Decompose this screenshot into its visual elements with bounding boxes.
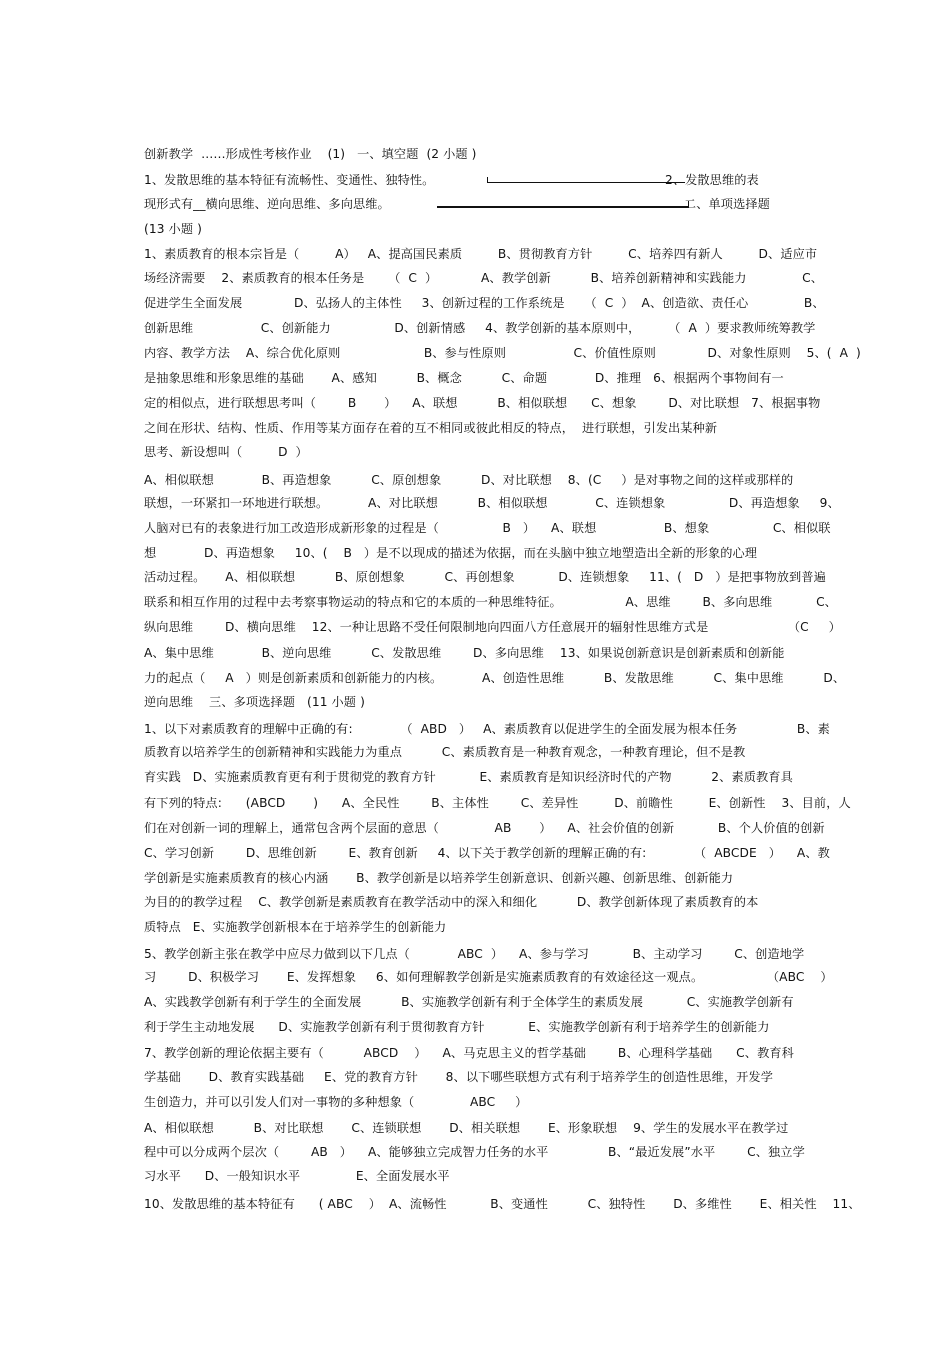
- text-line: 生创造力，并可以引发人们对一事物的多种想象（ ABC ）: [144, 1095, 528, 1109]
- fill-blank-marker-1: [487, 177, 488, 183]
- text-line: 为目的的教学过程 C、教学创新是素质教育在教学活动中的深入和细化 D、教学创新体现了素质教育的本: [144, 895, 759, 909]
- text-line: 促进学生全面发展 D、弘扬人的主体性 3、创新过程的工作系统是 （ C ） A、创造欲、责任心 B、: [144, 296, 825, 310]
- text-line: A、相似联想 B、再造想象 C、原创想象 D、对比联想 8、(C ）是对事物之间的这样或那样的: [144, 473, 794, 487]
- text-line: A、相似联想 B、对比联想 C、连锁联想 D、相关联想 E、形象联想 9、学生的发展水平在教学过: [144, 1121, 789, 1135]
- text-line: 创新教学 ……形成性考核作业 (1) 一、填空题 (2 小题 ): [144, 147, 477, 161]
- text-line: 习水平 D、一般知识水平 E、全面发展水平: [144, 1169, 450, 1183]
- text-line: 内容、教学方法 A、综合优化原则 B、参与性原则 C、价值性原则 D、对象性原则 5、( A ): [144, 346, 861, 360]
- text-line: 1、发散思维的基本特征有流畅性、变通性、独特性。 2、发散思维的表: [144, 173, 759, 187]
- text-line: 学基础 D、教育实践基础 E、党的教育方针 8、以下哪些联想方式有利于培养学生的创造性思维，开发学: [144, 1070, 774, 1084]
- text-line: 现形式有__横向思维、逆向思维、多向思维。 二、单项选择题: [144, 197, 770, 211]
- text-line: 之间在形状、结构、性质、作用等某方面存在着的互不相同或彼此相反的特点， 进行联想，引发出某种新: [144, 421, 718, 435]
- text-line: 有下列的特点: (ABCD ) A、全民性 B、主体性 C、差异性 D、前瞻性 E、创新性 3、目前，人: [144, 796, 851, 810]
- text-line: A、实践教学创新有利于学生的全面发展 B、实施教学创新有利于全体学生的素质发展 C、实施教学创新有: [144, 995, 794, 1009]
- text-line: 育实践 D、实施素质教育更有利于贯彻党的教育方针 E、素质教育是知识经济时代的产物 2、素质教育具: [144, 770, 793, 784]
- text-line: C、学习创新 D、思维创新 E、教育创新 4、以下关于教学创新的理解正确的有: （ ABCDE ） A、教: [144, 846, 830, 860]
- text-line: 是抽象思维和形象思维的基础 A、感知 B、概念 C、命题 D、推理 6、根据两个事物间有一: [144, 371, 784, 385]
- text-line: A、集中思维 B、逆向思维 C、发散思维 D、多向思维 13、如果说创新意识是创新素质和创新能: [144, 646, 785, 660]
- text-line: 定的相似点，进行联想思考叫（ B ） A、联想 B、相似联想 C、想象 D、对比联想 7、根据事物: [144, 396, 821, 410]
- text-line: 质教育以培养学生的创新精神和实践能力为重点 C、素质教育是一种教育观念，一种教育理论，但不是教: [144, 745, 746, 759]
- text-line: 1、以下对素质教育的理解中正确的有: （ ABD ） A、素质教育以促进学生的全面发展为根本任务 B、素: [144, 722, 830, 736]
- text-line: 思考、新设想叫（ D ）: [144, 445, 308, 459]
- text-line: (13 小题 ): [144, 222, 202, 236]
- text-line: 习 D、积极学习 E、发挥想象 6、如何理解教学创新是实施素质教育的有效途径这一观点。 （ABC ）: [144, 970, 833, 984]
- text-line: 学创新是实施素质教育的核心内涵 B、教学创新是以培养学生创新意识、创新兴趣、创新思维、创新能力: [144, 871, 734, 885]
- text-line: 10、发散思维的基本特征有 ( ABC ） A、流畅性 B、变通性 C、独特性 D、多维性 E、相关性 11、: [144, 1197, 861, 1211]
- text-line: 创新思维 C、创新能力 D、创新情感 4、教学创新的基本原则中， （ A ）要求教师统筹教学: [144, 321, 816, 335]
- text-line: 纵向思维 D、横向思维 12、一种让思路不受任何限制地向四面八方任意展开的辐射性思维方式是 （C ）: [144, 620, 841, 634]
- text-line: 7、教学创新的理论依据主要有（ ABCD ） A、马克思主义的哲学基础 B、心理科学基础 C、教育科: [144, 1046, 794, 1060]
- text-line: 想 D、再造想象 10、( B ）是不以现成的描述为依据，而在头脑中独立地塑造出全新的形象的心理: [144, 546, 758, 560]
- text-line: 力的起点（ A ）则是创新素质和创新能力的内核。 A、创造性思维 B、发散思维 C、集中思维 D、: [144, 671, 846, 685]
- fill-blank-marker-2: [688, 201, 689, 208]
- text-line: 1、素质教育的根本宗旨是（ A） A、提高国民素质 B、贯彻教育方针 C、培养四有新人 D、适应市: [144, 247, 818, 261]
- text-line: 联想，一环紧扣一环地进行联想。 A、对比联想 B、相似联想 C、连锁想象 D、再造想象 9、: [144, 496, 840, 510]
- text-line: 利于学生主动地发展 D、实施教学创新有利于贯彻教育方针 E、实施教学创新有利于培养学生的创新能力: [144, 1020, 770, 1034]
- text-line: 活动过程。 A、相似联想 B、原创想象 C、再创想象 D、连锁想象 11、( D ）是把事物放到普遍: [144, 570, 826, 584]
- text-line: 人脑对已有的表象进行加工改造形成新形象的过程是（ B ） A、联想 B、想象 C、相似联: [144, 521, 831, 535]
- text-line: 们在对创新一词的理解上，通常包含两个层面的意思（ AB ） A、社会价值的创新 B、个人价值的创新: [144, 821, 825, 835]
- text-line: 场经济需要 2、素质教育的根本任务是 （ C ） A、教学创新 B、培养创新精神和实践能力 C、: [144, 271, 824, 285]
- text-line: 质特点 E、实施教学创新根本在于培养学生的创新能力: [144, 920, 447, 934]
- fill-blank-line-1: [488, 182, 685, 183]
- fill-blank-line-2: [437, 206, 689, 208]
- text-line: 5、教学创新主张在教学中应尽力做到以下几点（ ABC ） A、参与学习 B、主动学习 C、创造地学: [144, 947, 805, 961]
- text-line: 联系和相互作用的过程中去考察事物运动的特点和它的本质的一种思维特征。 A、思维 B、多向思维 C、: [144, 595, 837, 609]
- text-line: 程中可以分成两个层次（ AB ） A、能够独立完成智力任务的水平 B、“最近发展”水平 C、独立学: [144, 1145, 805, 1159]
- text-line: 逆向思维 三、多项选择题 (11 小题 ): [144, 695, 365, 709]
